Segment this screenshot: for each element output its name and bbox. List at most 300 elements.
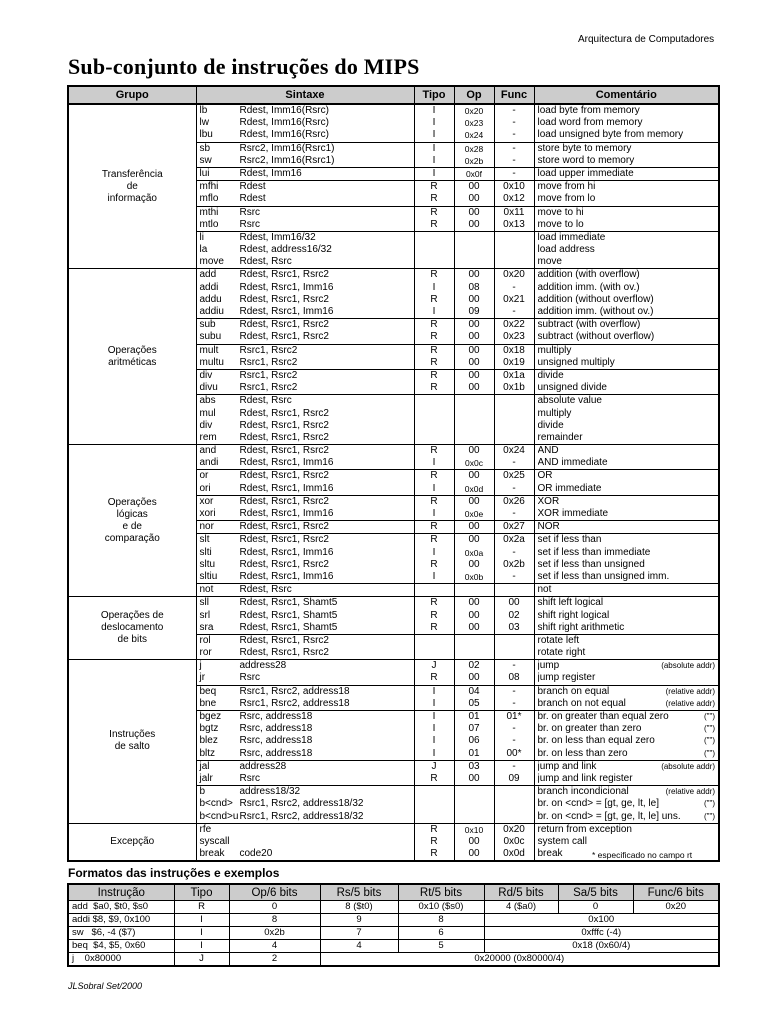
comment-cell — [534, 786, 719, 824]
comment-text: br. on less than equal zero — [537, 735, 655, 747]
comment-text: load unsigned byte from memory — [537, 129, 684, 141]
func-value: 0x19 — [503, 356, 525, 368]
func-value: 0x1b — [503, 382, 525, 394]
format-field: 6 — [398, 927, 484, 940]
comment-line — [538, 836, 719, 848]
type-value: I — [432, 570, 436, 582]
operands: Rdest, Imm16(Rsrc) — [239, 117, 329, 129]
comment-text: AND — [537, 445, 559, 457]
operands: Rdest, Imm16 — [239, 167, 302, 179]
op-value — [455, 432, 494, 444]
operands: address28 — [239, 660, 287, 672]
type-value: R — [430, 621, 438, 633]
type-value: R — [430, 772, 438, 784]
mnemonic: lui — [199, 167, 210, 179]
syntax-line — [197, 610, 414, 622]
example-instruction: beq $4, $5, 0x60 — [68, 940, 174, 953]
comment-text: break — [537, 848, 563, 860]
op-value — [455, 256, 494, 268]
comment-line — [538, 559, 719, 571]
type-value — [415, 408, 454, 420]
func-value: 0x2b — [503, 558, 525, 570]
comment-line — [538, 597, 719, 609]
mnemonic: rem — [199, 431, 217, 443]
syntax-line — [197, 597, 414, 609]
comment-line — [538, 306, 719, 318]
mnemonic: div — [199, 369, 213, 381]
comment-line — [538, 282, 719, 294]
comment-text: subtract (without overflow) — [537, 331, 655, 343]
type-value: I — [432, 142, 436, 154]
op-value: 00 — [468, 597, 480, 609]
mnemonic: andi — [199, 457, 219, 469]
comment-line — [538, 496, 719, 508]
syntax-line — [197, 711, 414, 723]
comment-text: set if less than — [537, 534, 602, 546]
op-cell — [454, 369, 494, 394]
comment-text: load byte from memory — [537, 105, 640, 116]
comment-line — [538, 143, 719, 155]
syntax-line — [197, 129, 414, 141]
comment-text: divide — [537, 369, 564, 381]
type-value: I — [432, 105, 436, 116]
op-cell — [454, 470, 494, 495]
comment-line — [538, 420, 719, 432]
syntax-line — [197, 294, 414, 306]
comment-text: OR — [537, 470, 553, 482]
comment-text: return from exception — [537, 823, 632, 835]
func-value — [495, 584, 534, 596]
page-title: Sub-conjunto de instruções do MIPS — [68, 54, 420, 79]
func-cell — [494, 142, 534, 167]
op-value: 00 — [468, 558, 480, 570]
type-value: I — [432, 711, 436, 722]
func-value: - — [512, 142, 516, 154]
func-value: 0x12 — [503, 193, 525, 205]
op-cell — [454, 786, 494, 824]
format-field: 7 — [320, 927, 398, 940]
comment-line — [538, 331, 719, 343]
op-value: 04 — [468, 685, 480, 697]
op-value: 00 — [468, 193, 480, 205]
comment-line — [538, 647, 719, 659]
mnemonic: la — [199, 244, 208, 256]
comment-line — [538, 181, 719, 193]
comment-text: store word to memory — [537, 154, 635, 166]
op-value: 0x0a — [464, 547, 484, 558]
comment-text: rotate right — [537, 647, 586, 659]
op-value — [455, 244, 494, 256]
func-cell — [494, 711, 534, 761]
func-value: - — [512, 129, 516, 141]
type-cell — [414, 634, 454, 659]
syntax-cell — [196, 786, 414, 824]
comment-cell — [534, 495, 719, 520]
formats-row — [68, 914, 719, 927]
func-value — [495, 420, 534, 432]
comment-line — [538, 735, 719, 747]
op-cell — [454, 231, 494, 269]
syntax-line — [197, 559, 414, 571]
type-cell — [414, 495, 454, 520]
syntax-line — [197, 319, 414, 331]
func-value: 0x26 — [503, 495, 525, 507]
mnemonic: b — [199, 786, 206, 798]
func-value: - — [512, 735, 516, 747]
comment-cell — [534, 760, 719, 785]
formats-header-cell: Op/6 bits — [229, 884, 320, 901]
comment-text: unsigned divide — [537, 382, 607, 394]
op-value: 03 — [468, 760, 480, 772]
formats-row — [68, 953, 719, 967]
syntax-line — [197, 331, 414, 343]
instruction-block — [68, 597, 719, 635]
group-name: Excepção — [68, 823, 196, 861]
type-cell — [414, 319, 454, 344]
address-note: ("") — [703, 736, 715, 746]
operands: Rdest, Rsrc1, Rsrc2 — [239, 521, 329, 533]
func-cell — [494, 206, 534, 231]
func-value — [495, 256, 534, 268]
comment-cell — [534, 584, 719, 597]
func-value: 09 — [508, 772, 520, 784]
syntax-cell — [196, 142, 414, 167]
comment-text: subtract (with overflow) — [537, 319, 641, 331]
type-value: I — [432, 685, 436, 697]
group-name: Operações de deslocamento de bits — [68, 597, 196, 660]
address-note: (absolute addr) — [661, 761, 715, 771]
type-value: I — [432, 508, 436, 519]
comment-text: multiply — [537, 344, 572, 356]
formats-header-cell: Func/6 bits — [633, 884, 719, 901]
type-value — [415, 432, 454, 444]
syntax-line — [197, 647, 414, 659]
func-cell — [494, 685, 534, 710]
comment-line — [538, 534, 719, 546]
mnemonic: jal — [199, 760, 210, 772]
op-cell — [454, 534, 494, 584]
op-value — [455, 647, 494, 659]
mnemonic: xor — [199, 495, 214, 507]
mnemonic: rfe — [199, 823, 212, 835]
operands: Rdest, Rsrc — [239, 256, 292, 268]
format-field: 8 — [398, 914, 484, 927]
comment-text: branch on not equal — [537, 697, 626, 709]
type-value: R — [430, 369, 438, 381]
operands: Rdest, Rsrc1, Rsrc2 — [239, 647, 329, 659]
type-cell — [414, 521, 454, 534]
mnemonic: nor — [199, 521, 214, 533]
syntax-line — [197, 432, 414, 444]
mnemonic: bne — [199, 697, 217, 709]
func-value: 01* — [506, 711, 522, 722]
func-value — [495, 408, 534, 420]
operands: Rdest, Rsrc1, Rsrc2 — [239, 419, 329, 431]
mnemonic: sb — [199, 142, 211, 154]
comment-text: load upper immediate — [537, 167, 634, 179]
type-cell — [414, 206, 454, 231]
comment-text: NOR — [537, 521, 560, 533]
mnemonic: addiu — [199, 306, 224, 317]
format-field: 0 — [558, 901, 633, 914]
comment-line — [538, 571, 719, 583]
comment-cell — [534, 597, 719, 635]
operands: Rsrc1, Rsrc2 — [239, 356, 298, 368]
func-value: - — [512, 154, 516, 166]
func-cell — [494, 470, 534, 495]
syntax-cell — [196, 269, 414, 319]
syntax-line — [197, 457, 414, 469]
mnemonic: div — [199, 419, 213, 431]
syntax-cell — [196, 760, 414, 785]
type-value: R — [430, 218, 438, 230]
type-cell — [414, 470, 454, 495]
type-value: R — [430, 269, 438, 281]
type-value: R — [430, 206, 438, 218]
type-cell — [414, 584, 454, 597]
comment-text: absolute value — [537, 395, 602, 407]
mnemonic: break — [199, 848, 225, 860]
syntax-cell — [196, 584, 414, 597]
comment-line — [538, 711, 719, 723]
op-value: 0x28 — [464, 143, 484, 154]
op-value: 0x0c — [465, 458, 483, 469]
type-cell — [414, 760, 454, 785]
comment-text: XOR — [537, 495, 560, 507]
op-value: 0x23 — [464, 118, 484, 129]
type-cell — [414, 823, 454, 861]
header-sintaxe: Sintaxe — [196, 86, 414, 104]
syntax-line — [197, 723, 414, 735]
syntax-cell — [196, 634, 414, 659]
op-cell — [454, 167, 494, 180]
type-cell — [414, 369, 454, 394]
comment-text: system call — [537, 835, 587, 847]
type-cell — [414, 104, 454, 142]
mnemonic: bltz — [199, 747, 216, 759]
address-note: (relative addr) — [665, 698, 715, 708]
type-value: R — [430, 835, 438, 847]
op-value: 08 — [468, 281, 480, 293]
type-cell — [414, 534, 454, 584]
mnemonic: rol — [199, 634, 211, 646]
mnemonic: sltiu — [199, 570, 218, 582]
format-field: 0x2b — [229, 927, 320, 940]
header-op: Op — [454, 86, 494, 104]
syntax-line — [197, 811, 414, 823]
formats-title: Formatos das instruções e exemplos — [68, 866, 280, 880]
operands: address18/32 — [239, 786, 301, 798]
mnemonic: blez — [199, 735, 218, 747]
type-value: I — [432, 281, 436, 293]
comment-text: set if less than unsigned imm. — [537, 570, 670, 582]
format-field: I — [174, 940, 229, 953]
op-value: 00 — [468, 495, 480, 507]
func-value: 0x21 — [503, 293, 525, 305]
mnemonic: beq — [199, 685, 217, 697]
instruction-block — [68, 104, 719, 142]
type-value: I — [432, 735, 436, 747]
comment-text: jump and link — [537, 760, 597, 772]
func-value — [495, 232, 534, 244]
operands: Rdest, Rsrc1, Rsrc2 — [239, 558, 329, 570]
type-cell — [414, 786, 454, 824]
address-note: (relative addr) — [665, 686, 715, 696]
comment-text: set if less than immediate — [537, 546, 651, 558]
address-note: ("") — [703, 724, 715, 734]
op-cell — [454, 660, 494, 685]
comment-line — [538, 672, 719, 684]
func-cell — [494, 660, 534, 685]
format-field: 0x18 (0x60/4) — [484, 940, 719, 953]
mnemonic: srl — [199, 609, 211, 621]
operands: address28 — [239, 760, 287, 772]
format-field: 4 ($a0) — [484, 901, 558, 914]
operands: Rdest, address16/32 — [239, 244, 332, 256]
operands: Rdest, Imm16(Rsrc) — [239, 129, 329, 141]
op-value: 00 — [468, 331, 480, 343]
type-cell — [414, 231, 454, 269]
func-value — [495, 432, 534, 444]
op-value: 00 — [468, 445, 480, 457]
func-value: 00 — [508, 597, 520, 609]
type-cell — [414, 685, 454, 710]
type-cell — [414, 181, 454, 206]
op-value — [455, 635, 494, 647]
func-value: 0x13 — [503, 218, 525, 230]
op-value — [455, 786, 494, 798]
type-value: R — [430, 293, 438, 305]
operands: Rdest, Rsrc1, Rsrc2 — [239, 470, 329, 482]
syntax-cell — [196, 206, 414, 231]
func-value — [495, 798, 534, 810]
type-value: R — [430, 534, 438, 546]
type-value: I — [432, 482, 436, 494]
formats-row — [68, 927, 719, 940]
type-cell — [414, 167, 454, 180]
comment-text: br. on greater than zero — [537, 723, 642, 735]
comment-text: move from lo — [537, 193, 596, 205]
type-value: R — [430, 823, 438, 835]
comment-line — [538, 269, 719, 281]
comment-line — [538, 357, 719, 369]
func-value — [495, 395, 534, 407]
comment-line — [538, 256, 719, 268]
signature: JLSobral Set/2000 — [68, 981, 143, 991]
formats-header-cell: Rs/5 bits — [320, 884, 398, 901]
header-comentario: Comentário — [534, 86, 719, 104]
comment-text: load word from memory — [537, 117, 643, 129]
type-cell — [414, 445, 454, 470]
comment-text: move — [537, 256, 562, 268]
op-value: 00 — [468, 356, 480, 368]
mnemonic: b<cnd> — [199, 798, 233, 810]
operands: Rdest, Imm16/32 — [239, 231, 316, 243]
type-value: I — [432, 546, 436, 558]
comment-line — [538, 155, 719, 167]
instruction-table — [67, 85, 720, 862]
comment-text: shift right arithmetic — [537, 621, 625, 633]
op-value: 00 — [468, 269, 480, 281]
type-value: I — [432, 154, 436, 166]
syntax-cell — [196, 319, 414, 344]
comment-line — [538, 244, 719, 256]
address-note: (relative addr) — [665, 787, 715, 797]
mnemonic: mtlo — [199, 218, 219, 230]
op-value: 0x0d — [464, 483, 484, 494]
mnemonic: lw — [199, 117, 209, 129]
op-cell — [454, 521, 494, 534]
type-value — [415, 635, 454, 647]
comment-text: not — [537, 584, 552, 596]
op-cell — [454, 685, 494, 710]
op-cell — [454, 206, 494, 231]
op-value: 00 — [468, 218, 480, 230]
mnemonic: subu — [199, 331, 222, 343]
comment-line — [538, 105, 719, 117]
syntax-cell — [196, 495, 414, 520]
formats-header-cell: Tipo — [174, 884, 229, 901]
syntax-line — [197, 193, 414, 205]
type-value: R — [430, 331, 438, 343]
func-value: - — [512, 660, 516, 672]
syntax-line — [197, 357, 414, 369]
operands: Rdest, Rsrc1, Rsrc2 — [239, 269, 329, 281]
comment-text: divide — [537, 419, 564, 431]
op-value: 09 — [468, 306, 480, 317]
mnemonic: li — [199, 231, 204, 243]
func-cell — [494, 634, 534, 659]
op-cell — [454, 181, 494, 206]
comment-line — [538, 811, 719, 823]
func-cell — [494, 786, 534, 824]
operands: Rsrc, address18 — [239, 747, 313, 759]
mnemonic: slti — [199, 546, 212, 558]
comment-text: branch incondicional — [537, 786, 629, 798]
func-cell — [494, 231, 534, 269]
syntax-line — [197, 345, 414, 357]
operands: Rsrc2, Imm16(Rsrc1) — [239, 154, 335, 166]
op-cell — [454, 104, 494, 142]
op-value — [455, 408, 494, 420]
instruction-block — [68, 445, 719, 470]
syntax-cell — [196, 534, 414, 584]
comment-cell — [534, 344, 719, 369]
format-field: 0 — [229, 901, 320, 914]
syntax-line — [197, 521, 414, 533]
example-instruction: addi $8, $9, 0x100 — [68, 914, 174, 927]
type-value: R — [430, 521, 438, 533]
mnemonic: slt — [199, 534, 210, 546]
type-value — [415, 811, 454, 823]
op-value: 00 — [468, 835, 480, 847]
operands: Rdest, Rsrc1, Imm16 — [239, 508, 334, 519]
func-value: - — [512, 546, 516, 558]
op-value — [455, 584, 494, 596]
func-value: - — [512, 685, 516, 697]
comment-line — [538, 408, 719, 420]
type-value: R — [430, 848, 438, 860]
op-cell — [454, 445, 494, 470]
operands: Rdest, Rsrc1, Rsrc2 — [239, 293, 329, 305]
func-cell — [494, 319, 534, 344]
address-note: (absolute addr) — [661, 661, 715, 671]
type-cell — [414, 344, 454, 369]
operands: Rsrc1, Rsrc2, address18 — [239, 685, 350, 697]
course-name: Arquitectura de Computadores — [578, 34, 715, 45]
syntax-line — [197, 420, 414, 432]
comment-line — [538, 483, 719, 495]
